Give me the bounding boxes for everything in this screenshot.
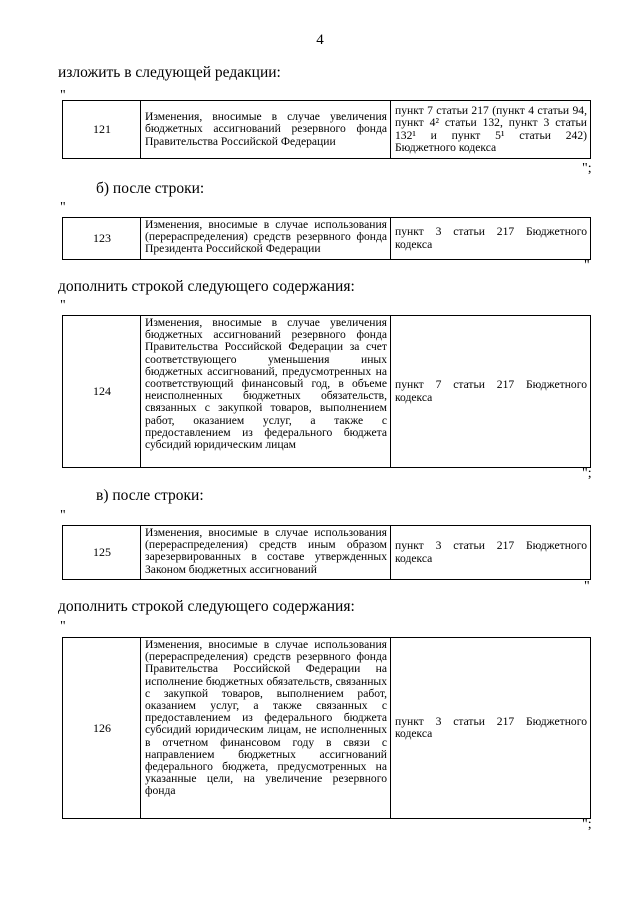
section-heading: дополнить строкой следующего содержания: (58, 278, 355, 295)
section-heading: в) после строки: (96, 487, 204, 504)
amendment-row-table (62, 100, 591, 159)
row-number: 121 (63, 101, 141, 159)
row-description: Изменения, вносимые в случае увеличения бюджетных ассигнований резервного фонда Правительства Российской Федерации за счет соответствующего уменьшения иных бюджетных ассигнований, предусмотренных на соответствующий финансовый год, в объеме неисполненных бюджетных обязательств, связанных с закупкой товаров, выполнением работ, оказанием услуг, а также с предоставлением из федерального бюджета субсидий юридическим лицам (141, 316, 391, 468)
row-number: 126 (63, 638, 141, 819)
row-number: 124 (63, 316, 141, 468)
open-quote: " (60, 508, 66, 523)
open-quote: " (60, 88, 66, 103)
row-number: 123 (63, 218, 141, 260)
open-quote: " (60, 619, 66, 634)
section-heading: б) после строки: (96, 180, 205, 197)
closing-quote: " (584, 579, 590, 594)
row-legal-reference: пункт 3 статьи 217 Бюджетного кодекса (391, 526, 591, 580)
row-legal-reference: пункт 7 статьи 217 Бюджетного кодекса (391, 316, 591, 468)
section-heading: изложить в следующей редакции: (58, 64, 281, 81)
closing-quote: "; (582, 466, 592, 481)
closing-quote: "; (582, 161, 592, 176)
row-description: Изменения, вносимые в случае использования (перераспределения) средств резервного фонда Президента Российской Федерации (141, 218, 391, 260)
amendment-row-table (62, 217, 591, 260)
row-legal-reference: пункт 3 статьи 217 Бюджетного кодекса (391, 638, 591, 819)
section-heading: дополнить строкой следующего содержания: (58, 598, 355, 615)
amendment-row-table (62, 525, 591, 580)
row-description: Изменения, вносимые в случае использования (перераспределения) средств иным образом зарезервированных в составе утвержденных Законом бюджетных ассигнований (141, 526, 391, 580)
row-description: Изменения, вносимые в случае увеличения бюджетных ассигнований резервного фонда Правительства Российской Федерации (141, 101, 391, 159)
closing-quote: "; (582, 817, 592, 832)
page-number: 4 (316, 32, 324, 48)
row-number: 125 (63, 526, 141, 580)
open-quote: " (60, 298, 66, 313)
amendment-row-table (62, 315, 591, 468)
row-legal-reference: пункт 3 статьи 217 Бюджетного кодекса (391, 218, 591, 260)
open-quote: " (60, 200, 66, 215)
closing-quote: " (584, 258, 590, 273)
amendment-row-table (62, 637, 591, 819)
row-legal-reference: пункт 7 статьи 217 (пункт 4 статьи 94, пункт 4² статьи 132, пункт 3 статьи 132¹ и пункт 5¹ статьи 242) Бюджетного кодекса (391, 101, 591, 159)
row-description: Изменения, вносимые в случае использования (перераспределения) средств резервного фонда Правительства Российской Федерации на исполнение бюджетных обязательств, связанных с закупкой товаров, выполнением работ, оказанием услуг, а также связанных с предоставлением из федерального бюджета субсидий юридическим лицам, не исполненных в отчетном финансовом году в связи с направлением бюджетных ассигнований федерального бюджета, предусмотренных на указанные цели, на увеличение резервного фонда (141, 638, 391, 819)
